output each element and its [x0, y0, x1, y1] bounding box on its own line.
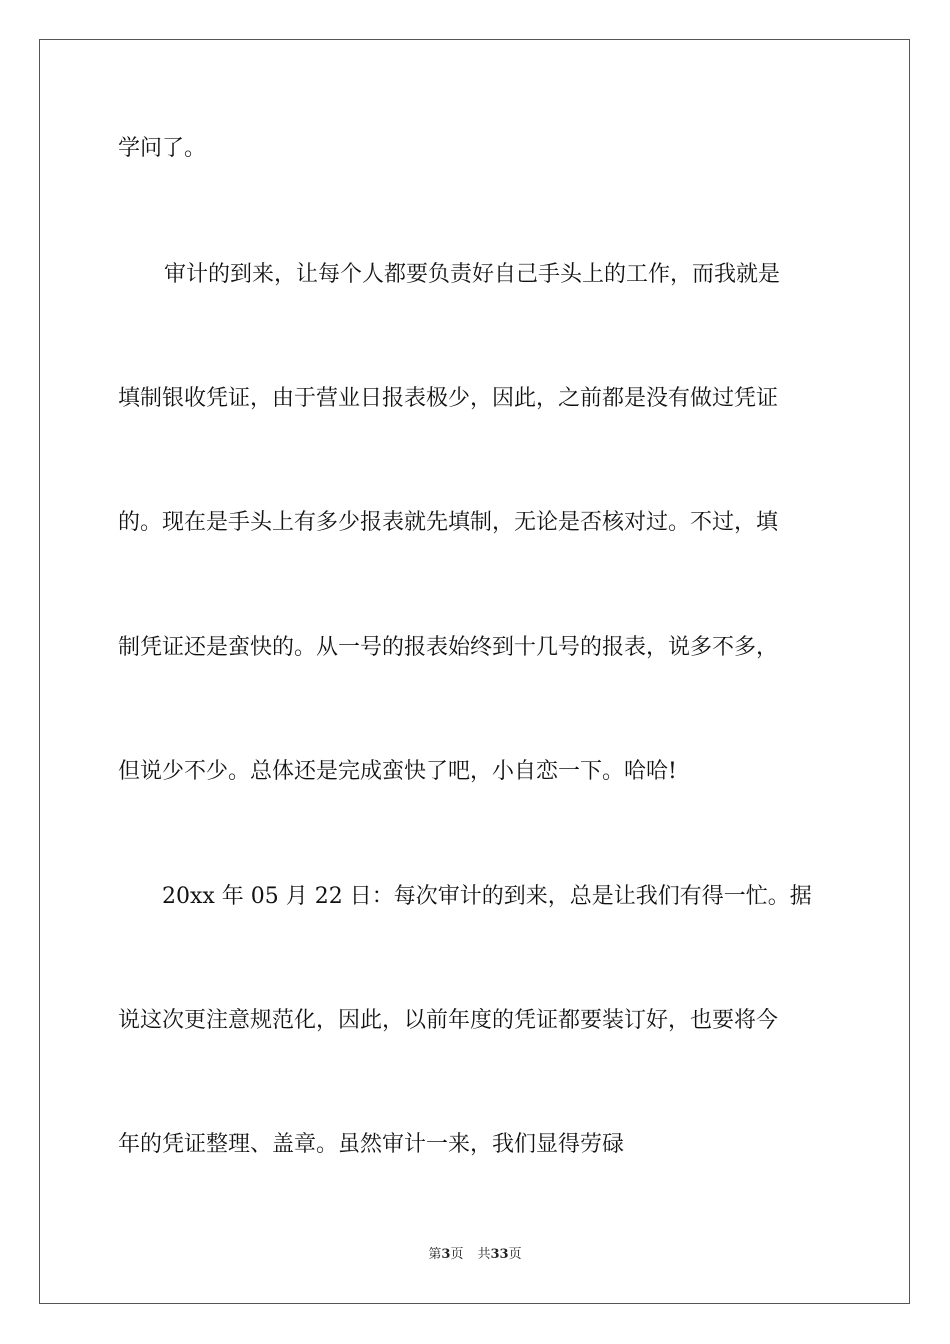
total-pages: 33: [490, 1247, 509, 1262]
text-line-5: 制凭证还是蛮快的。从一号的报表始终到十几号的报表，说多不多，: [118, 635, 779, 660]
total-label-prefix: 共: [477, 1247, 491, 1262]
page-label-prefix: 第: [428, 1247, 442, 1262]
page-footer: [0, 1246, 950, 1264]
text-line-8: 说这次更注意规范化，因此，以前年度的凭证都要装订好，也要将今: [118, 1008, 779, 1033]
text-line-1: 学问了。: [118, 136, 207, 161]
total-label-suffix: 页: [508, 1247, 522, 1262]
text-line-3: 填制银收凭证，由于营业日报表极少，因此，之前都是没有做过凭证: [118, 386, 779, 411]
page-number: 3: [441, 1247, 451, 1262]
text-line-7: 20xx 年 05 月 22 日：每次审计的到来，总是让我们有得一忙。据: [162, 884, 812, 909]
page-frame: [39, 39, 910, 1304]
text-line-4: 的。现在是手头上有多少报表就先填制，无论是否核对过。不过，填: [118, 510, 779, 535]
text-line-6: 但说少不少。总体还是完成蛮快了吧，小自恋一下。哈哈!: [118, 759, 677, 784]
text-line-9: 年的凭证整理、盖章。虽然审计一来，我们显得劳碌: [118, 1132, 625, 1157]
text-line-2: 审计的到来，让每个人都要负责好自己手头上的工作，而我就是: [164, 262, 781, 287]
page-label-suffix: 页: [450, 1247, 464, 1262]
